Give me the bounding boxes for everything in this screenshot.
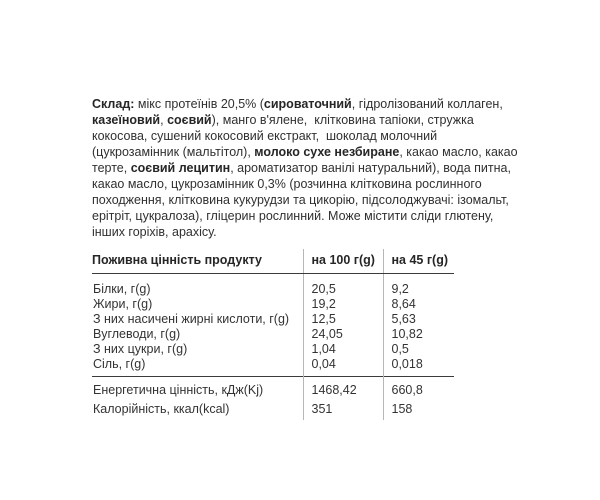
ingredients-line — [92, 112, 562, 128]
nutrient-label: Білки, г(g) — [93, 282, 151, 296]
table-row — [92, 357, 454, 377]
value-per-45g: 660,8 — [383, 377, 454, 401]
energy-rows — [92, 377, 454, 421]
value-per-100g: 0,04 — [303, 357, 383, 377]
value-per-100g: 20,5 — [303, 274, 383, 298]
ingredient-bold-segment: соєвий — [167, 113, 212, 127]
nutrient-label: Жири, г(g) — [93, 297, 153, 311]
value-per-100g: 1468,42 — [303, 377, 383, 401]
ingredient-bold-segment: молоко сухе незбиране — [254, 145, 400, 159]
ingredient-text-segment: походження, клітковина кукурудзи та цикорію, підсолоджувачі: ізомальт, — [92, 193, 509, 207]
nutrient-label: Вуглеводи, г(g) — [93, 327, 181, 341]
value-per-45g: 158 — [383, 400, 454, 420]
nutrient-label: З них насичені жирні кислоти, г(g) — [93, 312, 290, 326]
table-row — [92, 400, 454, 420]
ingredient-text-segment: , гідролізований коллаген, — [351, 97, 503, 111]
value-per-45g: 0,018 — [383, 357, 454, 377]
value-per-100g: 24,05 — [303, 327, 383, 342]
ingredients-line — [92, 160, 562, 176]
table-row — [92, 327, 454, 342]
ingredient-text-segment: ), манго в'ялене, клітковина тапіоки, стружка — [211, 113, 474, 127]
table-row — [92, 274, 454, 298]
ingredients-line — [92, 224, 562, 240]
value-per-100g: 19,2 — [303, 297, 383, 312]
ingredient-bold-segment: казеїновий — [92, 113, 161, 127]
ingredients-line — [92, 176, 562, 192]
value-per-45g: 0,5 — [383, 342, 454, 357]
ingredient-text-segment: , какао масло, какао — [399, 145, 518, 159]
table-row — [92, 377, 454, 401]
nutrient-label: Калорійність, ккал(kcal) — [93, 402, 230, 416]
nutrient-label: Сіль, г(g) — [93, 357, 146, 371]
nutrition-table — [92, 249, 454, 420]
nutrition-table-section — [92, 249, 454, 420]
ingredient-text-segment: інших горіхів, арахісу. — [92, 225, 217, 239]
table-row — [92, 342, 454, 357]
ingredient-text-segment: мікс протеїнів 20,5% ( — [134, 97, 264, 111]
value-per-100g: 1,04 — [303, 342, 383, 357]
ingredients-paragraph — [92, 96, 562, 240]
col-header-per-100g: на 100 г(g) — [303, 249, 383, 274]
col-header-nutrient: Поживна цінність продукту — [92, 249, 303, 274]
value-per-45g: 10,82 — [383, 327, 454, 342]
value-per-100g: 351 — [303, 400, 383, 420]
value-per-100g: 12,5 — [303, 312, 383, 327]
ingredient-text-segment: , — [160, 113, 168, 127]
nutrient-label: З них цукри, г(g) — [93, 342, 188, 356]
ingredient-text-segment: , ароматизатор ванілі натуральний), вода питна, — [230, 161, 511, 175]
ingredients-line — [92, 208, 562, 224]
ingredient-bold-segment: соєвий лецитин — [130, 161, 231, 175]
ingredient-text-segment: кокосова, сушений кокосовий екстракт, шоколад молочний — [92, 129, 438, 143]
ingredients-line — [92, 128, 562, 144]
header-row — [92, 249, 454, 274]
ingredient-bold-segment: сироваточний — [263, 97, 352, 111]
col-header-per-45g: на 45 г(g) — [383, 249, 454, 274]
table-row — [92, 297, 454, 312]
table-row — [92, 312, 454, 327]
ingredient-text-segment: какао масло, цукрозамінник 0,3% (розчинна клітковина рослинного — [92, 177, 482, 191]
nutrient-rows — [92, 274, 454, 377]
value-per-45g: 5,63 — [383, 312, 454, 327]
ingredient-bold-segment: Склад: — [92, 97, 135, 111]
value-per-45g: 9,2 — [383, 274, 454, 298]
ingredient-text-segment: терте, — [92, 161, 131, 175]
value-per-45g: 8,64 — [383, 297, 454, 312]
ingredients-line — [92, 96, 562, 112]
nutrition-table-header — [92, 249, 454, 274]
ingredient-text-segment: (цукрозамінник (мальтітол), — [92, 145, 255, 159]
ingredient-text-segment: ерітріт, цукралоза), гліцерин рослинний. Може містити сліди глютену, — [92, 209, 494, 223]
nutrient-label: Енергетична цінність, кДж(Kj) — [92, 377, 303, 401]
ingredients-line — [92, 192, 562, 208]
ingredients-line — [92, 144, 562, 160]
